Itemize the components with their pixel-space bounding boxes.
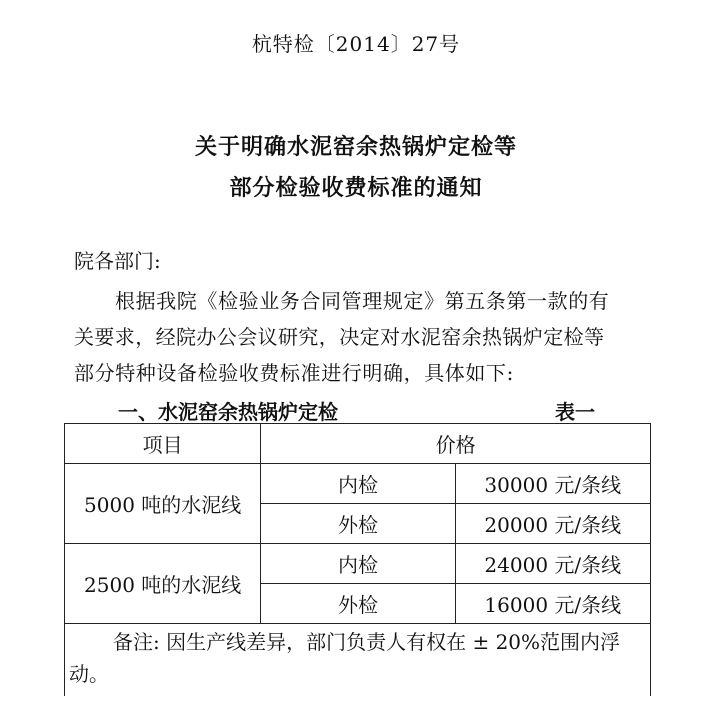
note-cell <box>65 624 651 697</box>
body-paragraph-line-2: 关要求，经院办公会议研究，决定对水泥窑余热锅炉定检等 <box>74 325 605 349</box>
inspection-type-cell: 外检 <box>261 504 455 544</box>
section-heading: 一、水泥窑余热锅炉定检 <box>118 400 338 424</box>
inspection-type-cell: 外检 <box>261 584 455 624</box>
document-number: 杭特检〔2014〕27号 <box>251 32 461 56</box>
header-item: 项目 <box>65 424 261 464</box>
table-note-row <box>65 624 651 697</box>
table-caption: 表一 <box>555 400 595 424</box>
item-cell: 5000 吨的水泥线 <box>65 464 261 544</box>
price-cell: 16000 元/条线 <box>455 584 650 624</box>
notice-title-line-2: 部分检验收费标准的通知 <box>229 175 483 201</box>
inspection-type-cell: 内检 <box>261 464 455 504</box>
item-cell: 2500 吨的水泥线 <box>65 544 261 624</box>
notice-title-line-1: 关于明确水泥窑余热锅炉定检等 <box>194 134 517 160</box>
body-paragraph-line-3: 部分特种设备检验收费标准进行明确，具体如下: <box>74 361 514 385</box>
salutation: 院各部门: <box>74 249 161 273</box>
price-cell: 30000 元/条线 <box>455 464 650 504</box>
price-cell: 24000 元/条线 <box>455 544 650 584</box>
table-header-row <box>65 424 651 464</box>
price-cell: 20000 元/条线 <box>455 504 650 544</box>
header-price: 价格 <box>261 424 651 464</box>
inspection-type-cell: 内检 <box>261 544 455 584</box>
table-row <box>65 544 651 584</box>
fee-table <box>64 423 651 696</box>
table-row <box>65 464 651 504</box>
table-note: 备注: 因生产线差异，部门负责人有权在 ± 20%范围内浮动。 <box>69 630 621 686</box>
body-paragraph-line-1: 根据我院《检验业务合同管理规定》第五条第一款的有 <box>115 289 610 313</box>
